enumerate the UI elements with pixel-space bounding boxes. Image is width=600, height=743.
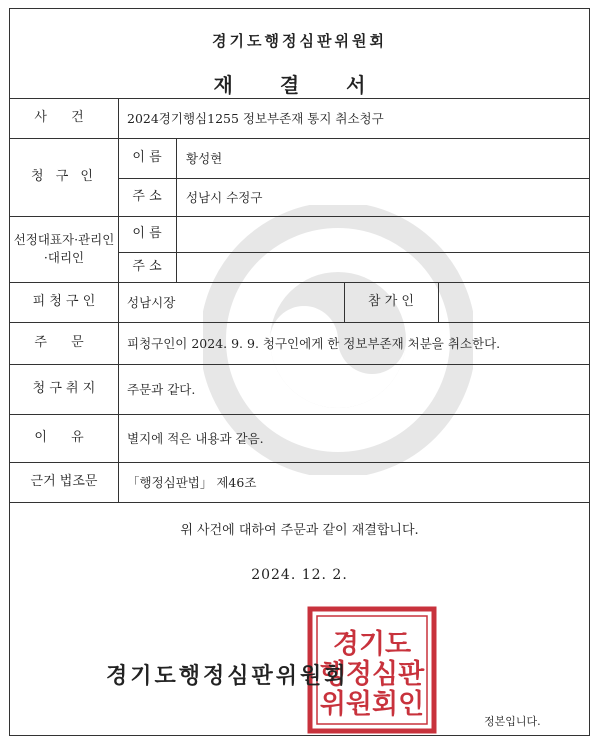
- signing-organization: 경기도행정심판위원회: [106, 663, 349, 689]
- representative-name-value: [186, 216, 586, 252]
- representative-label: 선정대표자·관리인·대리인: [13, 231, 115, 265]
- law-value: 「행정심판법」 제46조: [127, 475, 257, 490]
- ruling-date: 2024. 12. 2.: [251, 567, 348, 583]
- reason-label: 이 유: [34, 429, 94, 445]
- reason-value: 별지에 적은 내용과 같음.: [127, 431, 264, 446]
- case-value: 2024경기행심1255 정보부존재 통지 취소청구: [127, 111, 384, 126]
- order-label: 주 문: [34, 334, 94, 350]
- case-label: 사 건: [34, 109, 94, 125]
- participant-label: 참 가 인: [368, 293, 414, 309]
- claimant-label: 청 구 인: [31, 168, 97, 184]
- participant-value: [446, 282, 586, 322]
- law-label: 근거 법조문: [30, 473, 98, 489]
- doc-title: 재 결 서: [213, 73, 386, 97]
- claimant-address-value: 성남시 수정구: [186, 190, 263, 205]
- purpose-value: 주문과 같다.: [127, 382, 196, 397]
- respondent-value: 성남시장: [127, 295, 176, 310]
- claimant-name-label: 이 름: [132, 149, 162, 165]
- document-frame: [9, 8, 590, 736]
- representative-address-label: 주 소: [132, 258, 162, 274]
- certified-copy-note: 정본입니다.: [484, 715, 541, 728]
- representative-address-value: [186, 252, 586, 282]
- ruling-statement: 위 사건에 대하여 주문과 같이 재결합니다.: [180, 523, 419, 538]
- purpose-label: 청 구 취 지: [32, 380, 96, 396]
- claimant-name-value: 황성현: [186, 151, 223, 166]
- claimant-address-label: 주 소: [132, 188, 162, 204]
- svg-text:위원회인: 위원회인: [319, 689, 425, 720]
- representative-name-label: 이 름: [132, 225, 162, 241]
- respondent-label: 피 청 구 인: [32, 293, 96, 309]
- svg-text:경기도: 경기도: [332, 629, 412, 660]
- order-value: 피청구인이 2024. 9. 9. 청구인에게 한 정보부존재 처분을 취소한다.: [127, 336, 501, 351]
- svg-text:행정심판: 행정심판: [319, 659, 425, 690]
- org-title: 경기도행정심판위원회: [212, 32, 387, 50]
